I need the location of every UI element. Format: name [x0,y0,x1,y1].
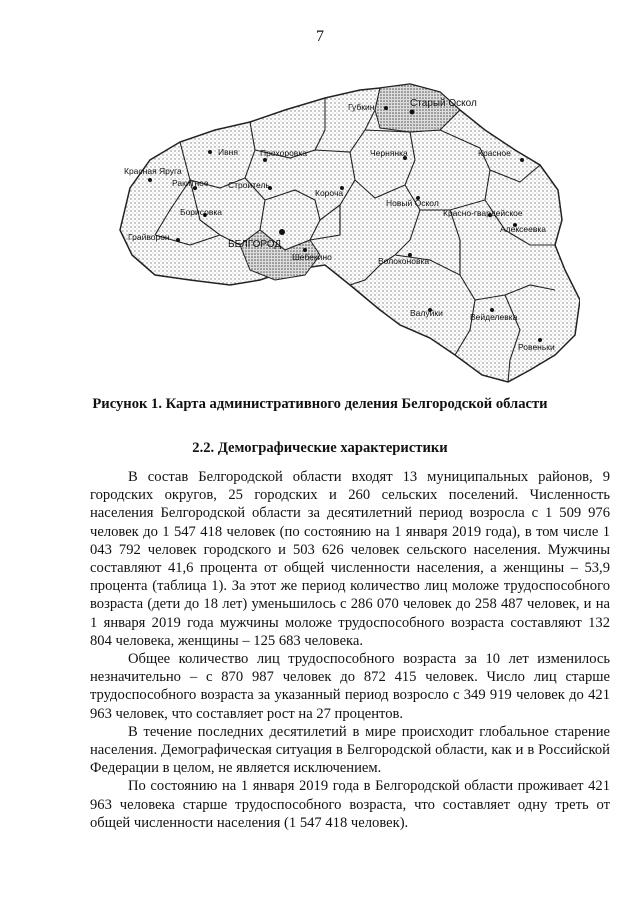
body-text [90,468,610,832]
label-volokonovka: Волоконовка [378,256,430,266]
label-prokhorovka: Прохоровка [260,148,307,158]
label-gubkin: Губкин [348,102,375,112]
label-korocha: Короча [315,188,344,198]
label-krasnaya-yaruga: Красная Яруга [124,166,182,176]
label-shebekino: Шебекино [292,252,332,262]
section-title: 2.2. Демографические характеристики [192,440,448,456]
paragraph: Общее количество лиц трудоспособного возраста за 10 лет изменилось незначительно – с 870 987 человек до 872 415 человек. Число лиц старше трудоспособного возраста за указанный период возросло с 349 919 человек до 421 963 человек, что составляет рост на 27 процентов. [90,651,610,722]
region-map [110,70,580,390]
label-rakitnoe: Ракитное [172,178,209,188]
label-rovenki: Ровеньки [518,342,555,352]
region-map-svg [110,70,580,390]
figure-caption: Рисунок 1. Карта административного деления Белгородской области [92,396,548,412]
label-chernyanka: Чернянка [370,148,408,158]
label-ivnya: Ивня [218,147,238,157]
paragraph: По состоянию на 1 января 2019 года в Белгородской области проживает 421 963 человека старше трудоспособного возраста, что составляет одну треть от общей численности населения (1 547 418 человек). [90,778,610,831]
label-grayvoron: Грайворон [128,232,170,242]
label-belgorod: БЕЛГОРОД [228,239,282,250]
label-stary-oskol: Старый Оскол [410,98,477,109]
label-novy-oskol: Новый Оскол [386,198,439,208]
label-alekseevka: Алексеевка [500,224,547,234]
label-borisovka: Борисовка [180,207,223,217]
page-number: 7 [316,28,324,45]
label-krasnoe: Красное [478,148,511,158]
paragraph: В состав Белгородской области входят 13 муниципальных районов, 9 городских округов, 25 городских и 260 сельских поселений. Численность населения Белгородской области за десятилетний период возросла с 1 509 976 человек до 1 547 418 человек (по состоянию на 1 января 2019 года), в том числе 1 043 792 человек городского и 503 626 человек сельского населения. Мужчины составляют 41,6 процента от общей численности населения, а женщины – 53,9 процента (таблица 1). За этот же период количество лиц моложе трудоспособного возраста (дети до 18 лет) уменьшилось с 286 070 человек до 258 487 человек, и на 1 января 2019 года мужчины моложе трудоспособного возраста составляют 132 804 человека, женщины – 125 683 человека. [90,469,610,649]
label-krasnogvardeyskoe: Красно-гвардейское [443,208,523,218]
paragraph: В течение последних десятилетий в мире происходит глобальное старение населения. Демографическая ситуация в Белгородской области, как и в Российской Федерации в целом, не является исключением. [90,723,610,777]
label-veydelevka: Вейделевка [470,312,518,322]
label-stroitel: Строитель [228,180,270,190]
label-valuyki: Валуйки [410,308,443,318]
